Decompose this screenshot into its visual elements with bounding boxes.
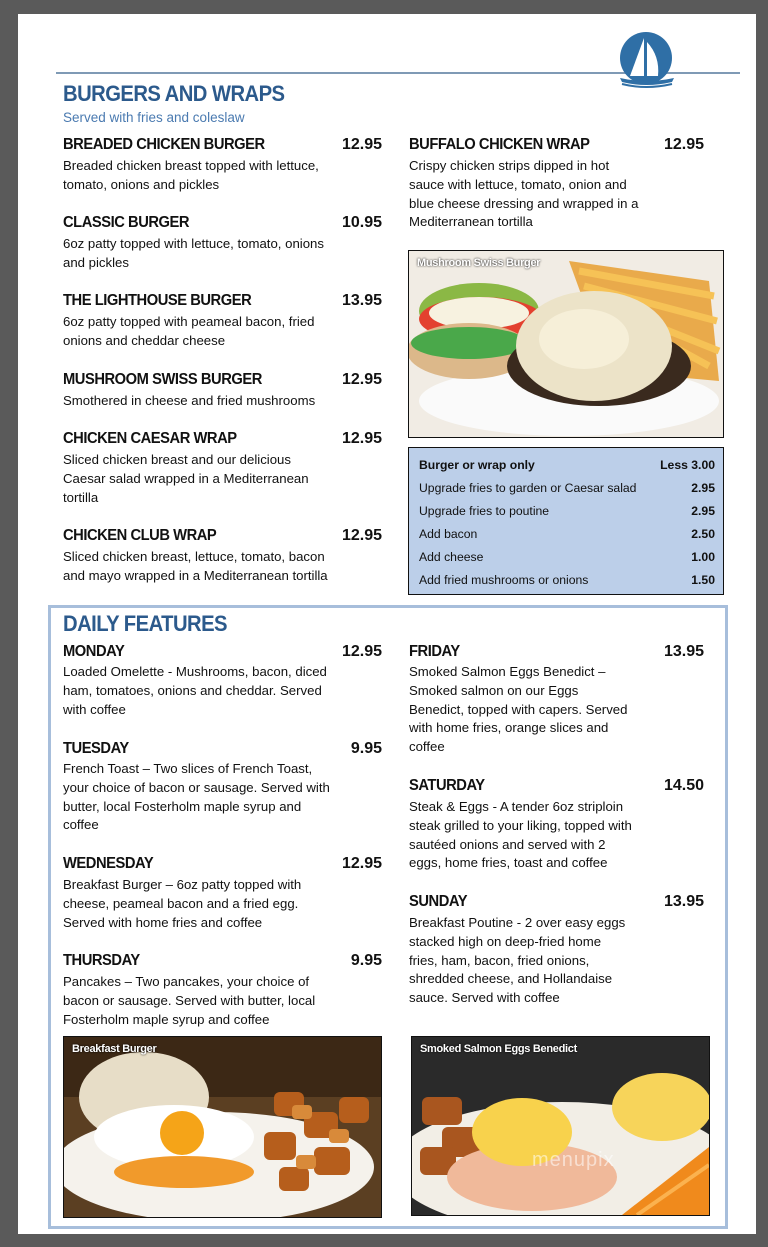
breakfast-burger-photo xyxy=(63,1036,382,1218)
item-name: MUSHROOM SWISS BURGER xyxy=(63,371,262,388)
benedict-photo-illustration xyxy=(412,1037,709,1215)
burgers-section-title: BURGERS AND WRAPS xyxy=(63,81,285,106)
addon-label: Add bacon xyxy=(419,527,478,541)
item-description: Smothered in cheese and fried mushrooms xyxy=(63,393,316,408)
burger-photo-illustration xyxy=(409,251,723,437)
item-name: THE LIGHTHOUSE BURGER xyxy=(63,292,252,309)
photo-caption: Breakfast Burger xyxy=(72,1043,157,1055)
addon-label: Burger or wrap only xyxy=(419,458,535,472)
item-price: 12.95 xyxy=(341,136,382,153)
item-price: 9.95 xyxy=(350,740,382,757)
item-price: 12.95 xyxy=(341,430,382,447)
item-price: 14.50 xyxy=(663,777,704,794)
item-name: CLASSIC BURGER xyxy=(63,214,190,231)
addon-row xyxy=(419,573,715,593)
item-name: SUNDAY xyxy=(409,893,468,910)
addon-row xyxy=(419,527,715,547)
breakfast-photo-illustration xyxy=(64,1037,381,1217)
item-description: Crispy chicken strips dipped in hot sauce with lettuce, tomato, onion and blue cheese dressing and wrapped in a Mediterranean tortilla xyxy=(409,158,639,230)
item-price: 12.95 xyxy=(341,371,382,388)
item-description: Loaded Omelette - Mushrooms, bacon, diced ham, tomatoes, onions and cheddar. Served with coffee xyxy=(63,664,327,717)
item-name: SATURDAY xyxy=(409,777,485,794)
addon-price: 2.95 xyxy=(691,481,715,495)
item-name: BUFFALO CHICKEN WRAP xyxy=(409,136,590,153)
item-price: 13.95 xyxy=(341,292,382,309)
item-price: 13.95 xyxy=(663,643,704,660)
addon-label: Add cheese xyxy=(419,550,484,564)
addon-label: Add fried mushrooms or onions xyxy=(419,573,589,587)
item-description: Sliced chicken breast and our delicious Caesar salad wrapped in a Mediterranean tortilla xyxy=(63,452,309,505)
item-name: THURSDAY xyxy=(63,952,140,969)
photo-caption: Mushroom Swiss Burger xyxy=(417,257,541,269)
item-description: Breakfast Poutine - 2 over easy eggs stacked high on deep-fried home fries, ham, bacon, fried onions, shredded cheese, and Hollandaise sauce. Served with coffee xyxy=(409,915,626,1006)
mushroom-swiss-burger-photo xyxy=(408,250,724,438)
addon-label: Upgrade fries to garden or Caesar salad xyxy=(419,481,637,495)
item-name: WEDNESDAY xyxy=(63,855,154,872)
item-description: Breaded chicken breast topped with lettuce, tomato, onions and pickles xyxy=(63,158,319,192)
addon-price: 1.00 xyxy=(691,550,715,564)
item-price: 12.95 xyxy=(341,643,382,660)
item-name: MONDAY xyxy=(63,643,125,660)
addons-table xyxy=(408,447,724,595)
item-description: Smoked Salmon Eggs Benedict – Smoked salmon on our Eggs Benedict, topped with capers. Served with home fries, orange slices and coffee xyxy=(409,664,628,755)
burgers-subtitle: Served with fries and coleslaw xyxy=(63,110,245,125)
item-price: 12.95 xyxy=(341,527,382,544)
item-name: TUESDAY xyxy=(63,740,129,757)
item-name: FRIDAY xyxy=(409,643,460,660)
item-price: 13.95 xyxy=(663,893,704,910)
item-description: Sliced chicken breast, lettuce, tomato, bacon and mayo wrapped in a Mediterranean tortilla xyxy=(63,549,328,583)
item-price: 9.95 xyxy=(350,952,382,969)
eggs-benedict-photo xyxy=(411,1036,710,1216)
item-name: CHICKEN CLUB WRAP xyxy=(63,527,217,544)
addon-row xyxy=(419,550,715,570)
menu-page xyxy=(18,14,756,1234)
item-description: 6oz patty topped with peameal bacon, fried onions and cheddar cheese xyxy=(63,314,315,348)
item-price: 12.95 xyxy=(663,136,704,153)
item-price: 10.95 xyxy=(341,214,382,231)
addon-row xyxy=(419,458,715,478)
addon-row xyxy=(419,481,715,501)
addon-price: 2.50 xyxy=(691,527,715,541)
addon-price: 1.50 xyxy=(691,573,715,587)
daily-section-title: DAILY FEATURES xyxy=(63,611,227,636)
item-name: CHICKEN CAESAR WRAP xyxy=(63,430,237,447)
item-price: 12.95 xyxy=(341,855,382,872)
addon-price: Less 3.00 xyxy=(660,458,715,472)
photo-caption: Smoked Salmon Eggs Benedict xyxy=(420,1043,577,1055)
addon-price: 2.95 xyxy=(691,504,715,518)
addon-row xyxy=(419,504,715,524)
addon-label: Upgrade fries to poutine xyxy=(419,504,550,518)
watermark-text: menupix xyxy=(532,1149,615,1171)
sailboat-logo-icon xyxy=(616,32,676,90)
item-description: Steak & Eggs - A tender 6oz striploin steak grilled to your liking, topped with sautéed onions and served with 2 eggs, home fries, toast and coffee xyxy=(409,799,632,871)
item-description: 6oz patty topped with lettuce, tomato, onions and pickles xyxy=(63,236,324,270)
item-description: French Toast – Two slices of French Toast, your choice of bacon or sausage. Served with butter, local Fosterholm maple syrup and coffee xyxy=(63,761,330,833)
item-name: BREADED CHICKEN BURGER xyxy=(63,136,265,153)
item-description: Pancakes – Two pancakes, your choice of bacon or sausage. Served with butter, local Fosterholm maple syrup and coffee xyxy=(63,974,316,1027)
item-description: Breakfast Burger – 6oz patty topped with cheese, peameal bacon and a fried egg. Served with home fries and coffee xyxy=(63,877,302,930)
